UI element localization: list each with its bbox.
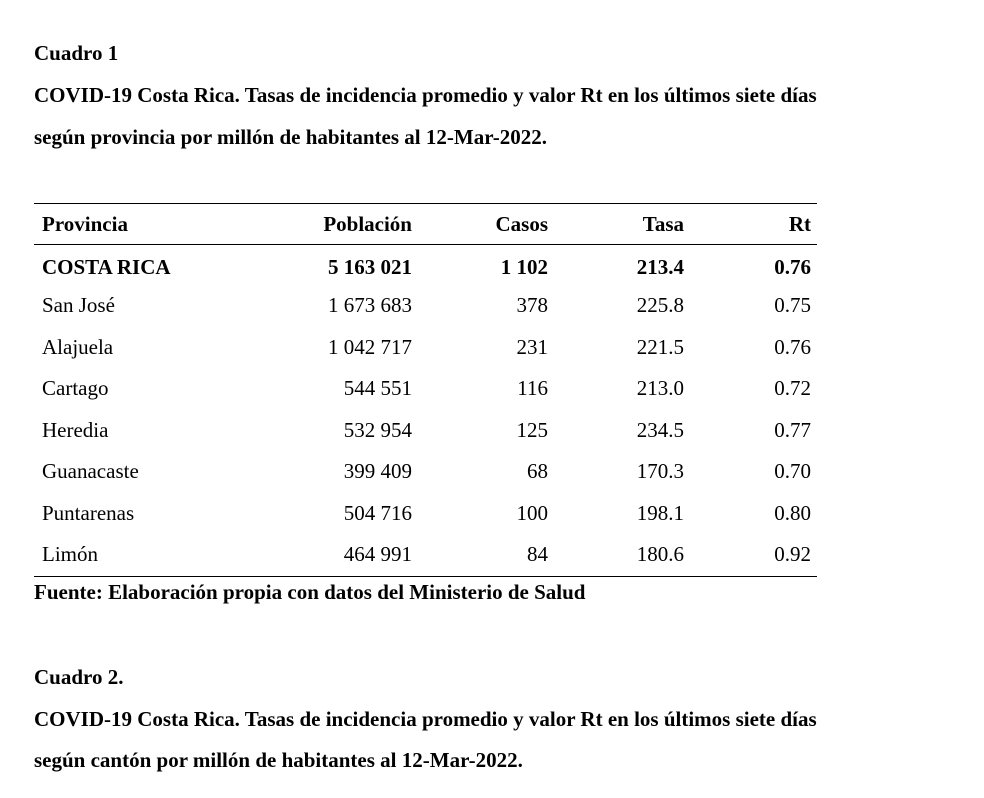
cuadro1-label: Cuadro 1 [34,41,119,65]
cell-casos: 378 [516,293,548,318]
cuadro2-label: Cuadro 2. [34,665,124,689]
cell-poblacion: 1 673 683 [328,293,412,318]
cell-rt: 0.70 [774,459,811,484]
cell-poblacion: 544 551 [343,376,412,401]
cuadro1-title-line1: COVID-19 Costa Rica. Tasas de incidencia promedio y valor Rt en los últimos siete días [34,83,817,107]
table-row [34,493,817,535]
table-row [34,327,817,369]
cell-casos: 231 [516,334,548,359]
table-row [34,451,817,493]
cell-tasa: 221.5 [636,334,684,359]
cell-rt: 0.77 [774,417,811,442]
table-row [34,368,817,410]
cell-rt: 0.76 [774,254,811,279]
cell-provincia: Puntarenas [42,500,135,525]
cell-provincia: San José [42,293,115,318]
cell-poblacion: 399 409 [343,459,412,484]
cell-rt: 0.80 [774,500,811,525]
cell-casos: 116 [517,376,548,401]
table-header-row [34,204,817,245]
table-row [34,285,817,327]
header-rt: Rt [788,211,811,236]
table-row [34,534,817,576]
cell-poblacion: 1 042 717 [328,334,412,359]
cell-rt: 0.72 [774,376,811,401]
cell-casos: 68 [527,459,548,484]
cell-casos: 84 [527,542,548,567]
source-note: Fuente: Elaboración propia con datos del Ministerio de Salud [34,580,586,604]
cell-tasa: 213.4 [636,254,684,279]
header-casos: Casos [495,211,548,236]
cell-poblacion: 504 716 [343,500,412,525]
cell-poblacion: 532 954 [343,417,412,442]
header-poblacion: Población [323,211,412,236]
cell-tasa: 213.0 [636,376,684,401]
table-row-total [34,245,817,286]
cell-casos: 125 [516,417,548,442]
table-row [34,410,817,452]
header-tasa: Tasa [642,211,684,236]
cell-provincia: Cartago [42,376,109,401]
cell-tasa: 234.5 [636,417,684,442]
cuadro1-table-container [34,203,817,577]
cuadro1-table [34,203,817,577]
cell-provincia: Alajuela [42,334,114,359]
cell-rt: 0.92 [774,542,811,567]
cell-poblacion: 5 163 021 [328,254,412,279]
cell-poblacion: 464 991 [343,542,412,567]
cell-rt: 0.75 [774,293,811,318]
cell-tasa: 170.3 [636,459,684,484]
cell-casos: 100 [516,500,548,525]
cell-tasa: 180.6 [636,542,684,567]
cuadro2-title-line1: COVID-19 Costa Rica. Tasas de incidencia promedio y valor Rt en los últimos siete días [34,707,817,731]
cell-rt: 0.76 [774,334,811,359]
cell-provincia: Limón [42,542,98,567]
cell-tasa: 225.8 [636,293,684,318]
cell-provincia: Heredia [42,417,109,442]
header-provincia: Provincia [42,211,128,236]
cell-tasa: 198.1 [636,500,684,525]
cuadro1-title-line2: según provincia por millón de habitantes al 12-Mar-2022. [34,125,547,149]
cuadro2-title-line2: según cantón por millón de habitantes al 12-Mar-2022. [34,748,523,772]
cell-casos: 1 102 [500,254,548,279]
cell-provincia: Guanacaste [42,459,139,484]
cell-provincia: COSTA RICA [42,254,171,279]
